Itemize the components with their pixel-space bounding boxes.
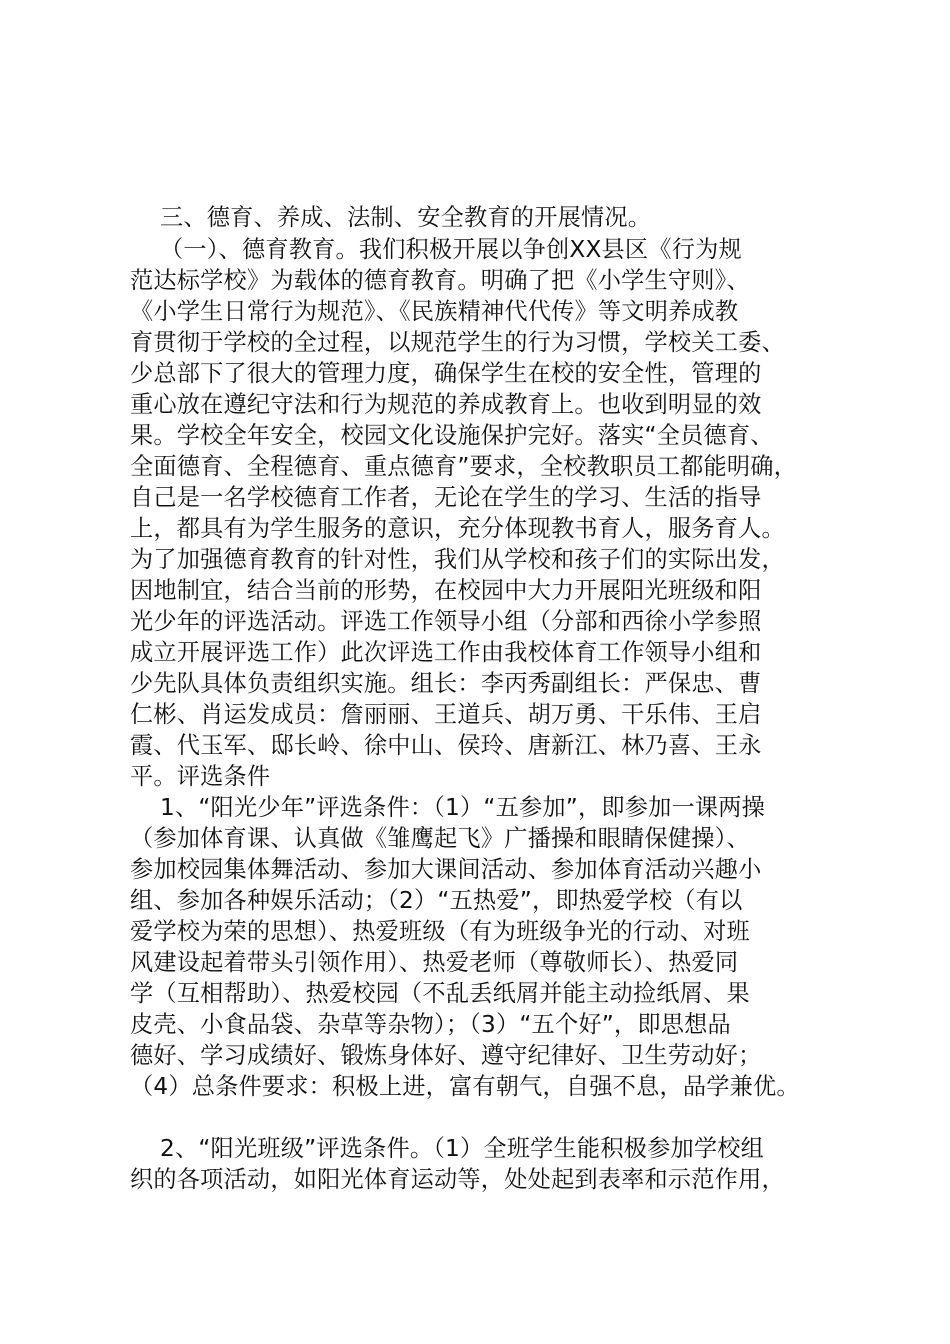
paragraph-line: 重心放在遵纪守法和行为规范的养成教育上。也收到明显的效	[130, 391, 762, 418]
paragraph-line: 学（互相帮助）、热爱校园（不乱丢纸屑并能主动捡纸屑、果	[130, 980, 750, 1007]
paragraph-line: 仁彬、肖运发成员：詹丽丽、王道兵、胡万勇、干乐伟、王启	[130, 701, 762, 728]
paragraph-line: 皮壳、小食品袋、杂草等杂物）；（3）“五个好”，即思想品	[130, 1011, 731, 1038]
paragraph-line: 爱学校为荣的思想）、热爱班级（有为班级争光的行动、对班	[130, 918, 750, 945]
paragraph-line: 育贯彻于学校的全过程，以规范学生的行为习惯，学校关工委、	[130, 329, 785, 356]
paragraph-line: （参加体育课、认真做《雏鹰起飞》广播操和眼睛保健操）、	[130, 825, 750, 852]
paragraph-line: 风建设起着带头引领作用）、热爱老师（尊敬师长）、热爱同	[130, 949, 739, 976]
paragraph-line: （一）、德育教育。我们积极开展以争创XX县区《行为规	[160, 236, 742, 263]
paragraph-line: 自己是一名学校德育工作者，无论在学生的学习、生活的指导	[130, 484, 762, 511]
paragraph-line: 平。评选条件	[130, 763, 271, 790]
paragraph-line: 《小学生日常行为规范》、《民族精神代代传》等文明养成教	[130, 298, 739, 325]
section-heading: 三、德育、养成、法制、安全教育的开展情况。	[160, 204, 652, 231]
paragraph-line: （4）总条件要求：积极上进，富有朝气，自强不息，品学兼优。	[130, 1073, 800, 1100]
paragraph-line: 织的各项活动，如阳光体育运动等，处处起到表率和示范作用，	[130, 1166, 785, 1193]
paragraph-line: 组、参加各种娱乐活动；（2）“五热爱”，即热爱学校（有以	[130, 887, 743, 914]
paragraph-line: 成立开展评选工作）此次评选工作由我校体育工作领导小组和	[130, 639, 762, 666]
paragraph-line: 2、“阳光班级”评选条件。（1）全班学生能积极参加学校组	[160, 1135, 765, 1162]
paragraph-line: 果。学校全年安全，校园文化设施保护完好。落实“全员德育、	[130, 422, 774, 449]
paragraph-line: 上，都具有为学生服务的意识，充分体现教书育人，服务育人。	[130, 515, 785, 542]
paragraph-line: 为了加强德育教育的针对性，我们从学校和孩子们的实际出发，	[130, 546, 785, 573]
paragraph-line: 因地制宜，结合当前的形势，在校园中大力开展阳光班级和阳	[130, 577, 762, 604]
paragraph-line: 全面德育、全程德育、重点德育”要求，全校教职员工都能明确，	[130, 453, 798, 480]
paragraph-line: 霞、代玉军、邸长岭、徐中山、侯玲、唐新江、林乃喜、王永	[130, 732, 762, 759]
paragraph-line: 范达标学校》为载体的德育教育。明确了把《小学生守则》、	[130, 267, 750, 294]
paragraph-line: 德好、学习成绩好、锻炼身体好、遵守纪律好、卫生劳动好；	[130, 1042, 762, 1069]
paragraph-line: 参加校园集体舞活动、参加大课间活动、参加体育活动兴趣小	[130, 856, 762, 883]
paragraph-line: 少总部下了很大的管理力度，确保学生在校的安全性，管理的	[130, 360, 762, 387]
paragraph-line: 少先队具体负责组织实施。组长：李丙秀副组长：严保忠、曹	[130, 670, 762, 697]
paragraph-line: 光少年的评选活动。评选工作领导小组（分部和西徐小学参照	[130, 608, 762, 635]
paragraph-line: 1、“阳光少年”评选条件：（1）“五参加”，即参加一课两操	[160, 794, 766, 821]
